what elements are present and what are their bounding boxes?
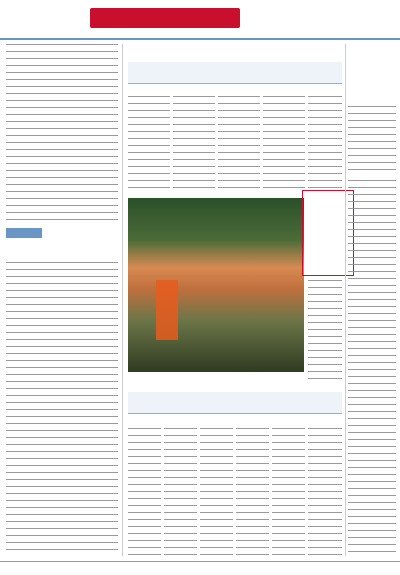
right-column-bottom-text	[348, 180, 396, 556]
top-article-author	[200, 86, 270, 93]
mid-article-column-1	[128, 428, 161, 556]
footer-left	[8, 563, 128, 571]
masthead-info	[120, 30, 316, 36]
right-column-top-text	[348, 106, 396, 176]
mid-article-column-5	[272, 428, 305, 556]
right-column-divider	[345, 44, 346, 556]
left-column-bottom-text	[6, 262, 118, 554]
article-photo	[128, 198, 304, 372]
top-article-headline	[128, 62, 342, 84]
newspaper-title	[90, 8, 240, 28]
top-article-column-5	[308, 96, 342, 194]
callout-text	[302, 190, 354, 276]
top-article-column-1	[128, 96, 170, 194]
footer-center	[140, 563, 260, 571]
header-rule	[0, 38, 400, 40]
mid-article-headline	[128, 392, 342, 414]
footer-rule	[0, 561, 400, 562]
right-column-title	[345, 90, 397, 102]
photo-caption	[150, 376, 270, 383]
mid-article-column-2	[164, 428, 197, 556]
column-divider	[122, 44, 123, 556]
page-number	[4, 22, 26, 46]
top-article-column-3	[218, 96, 260, 194]
right-inner-column	[308, 280, 342, 380]
photo-vertical-overlay	[156, 280, 178, 340]
left-column-box-title	[6, 228, 42, 238]
left-column-top-text	[6, 44, 118, 220]
section-name	[356, 40, 396, 52]
mid-article-column-4	[236, 428, 269, 556]
left-column-subtitle	[8, 248, 48, 258]
footer-right	[272, 563, 392, 571]
top-article-column-4	[263, 96, 305, 194]
top-article-column-2	[173, 96, 215, 194]
issue-date	[6, 2, 90, 8]
mid-article-column-3	[200, 428, 233, 556]
mid-article-column-6	[308, 428, 342, 556]
mid-article-author	[200, 416, 270, 423]
